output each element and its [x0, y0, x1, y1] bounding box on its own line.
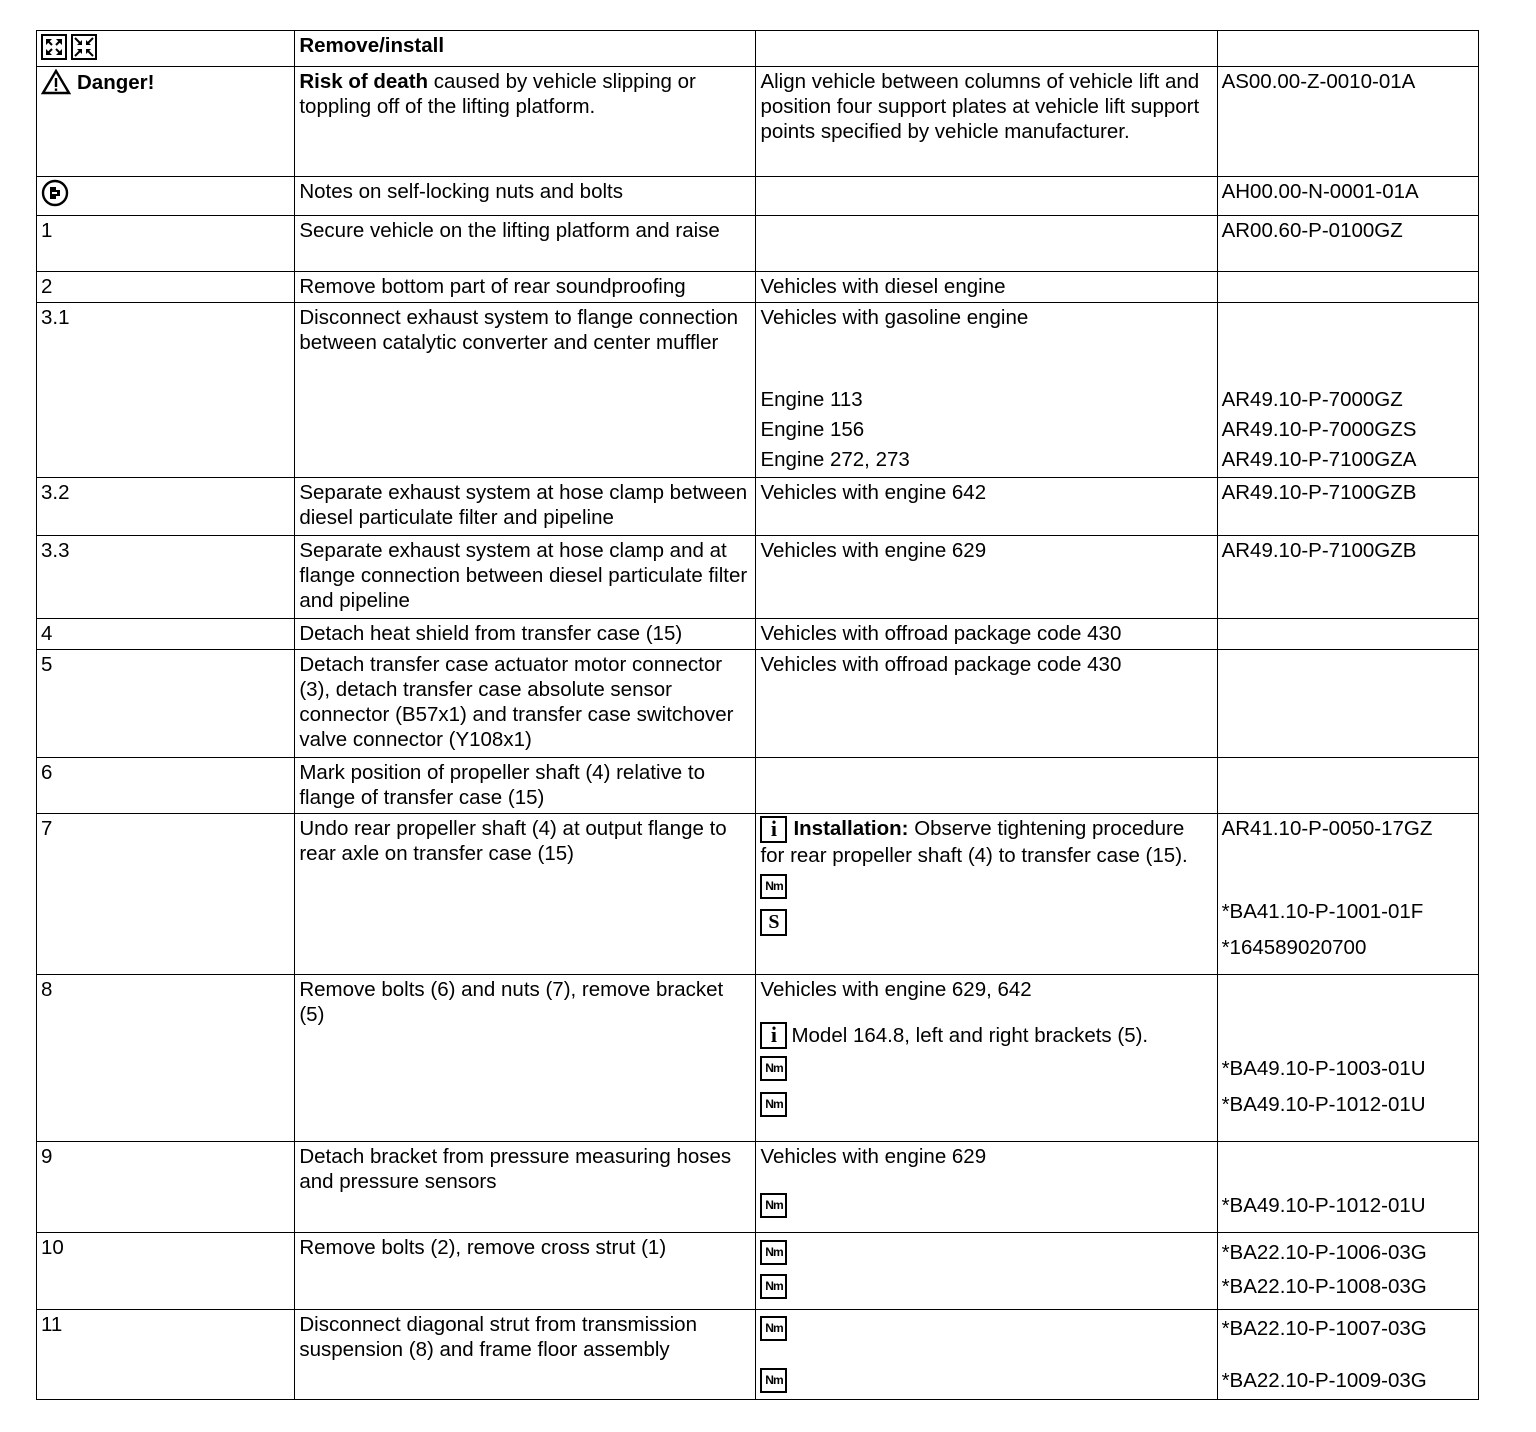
step-note: Vehicles with engine 629, 642 — [760, 978, 1032, 1001]
step-note-cell — [756, 814, 1217, 975]
step-operation: Disconnect diagonal strut from transmission suspension (8) and frame floor assembly — [295, 1310, 756, 1400]
torque-nm-icon: Nm — [760, 1056, 787, 1081]
step-operation: Secure vehicle on the lifting platform and raise — [295, 216, 756, 272]
step-number: 1 — [37, 216, 295, 272]
header-icons-cell — [37, 31, 295, 67]
step-row-3-1 — [37, 303, 1479, 478]
engine-label: Engine 156 — [760, 418, 865, 441]
step-ref[interactable]: AR00.60-P-0100GZ — [1217, 216, 1478, 272]
step-ref — [1217, 758, 1478, 814]
engine-ref[interactable]: AR49.10-P-7000GZS — [1221, 418, 1417, 441]
step-note — [756, 758, 1217, 814]
step-row-5 — [37, 650, 1479, 758]
torque-nm-icon: Nm — [760, 874, 787, 899]
torque-nm-icon: Nm — [760, 1368, 787, 1393]
danger-text-cell — [295, 67, 756, 177]
step-number: 9 — [37, 1142, 295, 1233]
step-note: Vehicles with gasoline engine — [760, 306, 1029, 329]
step-number: 3.2 — [37, 478, 295, 536]
step-operation: Detach bracket from pressure measuring hoses and pressure sensors — [295, 1142, 756, 1233]
step-note-cell — [756, 303, 1217, 478]
step-number: 6 — [37, 758, 295, 814]
step-row-9 — [37, 1142, 1479, 1233]
torque-ref[interactable]: *BA22.10-P-1006-03G — [1221, 1240, 1427, 1264]
notes-ref[interactable]: AH00.00-N-0001-01A — [1217, 177, 1478, 216]
torque-nm-icon: Nm — [760, 1193, 787, 1218]
warning-triangle-icon — [41, 69, 71, 95]
danger-note: Align vehicle between columns of vehicle lift and position four support plates at vehicle lift support points specified by vehicle manufacturer. — [756, 67, 1217, 177]
step-row-6 — [37, 758, 1479, 814]
model-info — [760, 1020, 1211, 1050]
step-operation: Remove bottom part of rear soundproofing — [295, 272, 756, 303]
torque-ref[interactable]: *BA22.10-P-1008-03G — [1221, 1274, 1427, 1298]
engine-ref[interactable]: AR49.10-P-7100GZA — [1221, 448, 1417, 471]
torque-nm-icon: Nm — [760, 1092, 787, 1117]
procedure-table — [36, 30, 1479, 1400]
danger-text: caused by vehicle slipping or toppling off of the lifting platform. — [299, 70, 696, 118]
torque-ref[interactable]: *BA41.10-P-1001-01F — [1221, 899, 1424, 923]
step-ref — [1217, 650, 1478, 758]
tool-row — [760, 904, 1211, 940]
step-note — [756, 216, 1217, 272]
step-number: 3.3 — [37, 536, 295, 619]
step-number: 7 — [37, 814, 295, 975]
special-tool-icon: S — [760, 909, 787, 936]
info-icon: i — [760, 816, 787, 843]
step-operation: Disconnect exhaust system to flange connection between catalytic converter and center muffler — [295, 303, 756, 478]
step-ref-cell — [1217, 814, 1478, 975]
step-row-1 — [37, 216, 1479, 272]
step-number: 3.1 — [37, 303, 295, 478]
step-ref-cell — [1217, 975, 1478, 1142]
torque-nm-icon: Nm — [760, 1316, 787, 1341]
header-row — [37, 31, 1479, 67]
step-ref — [1217, 272, 1478, 303]
info-text: Model 164.8, left and right brackets (5). — [791, 1023, 1149, 1047]
step-number: 4 — [37, 619, 295, 650]
torque-ref[interactable]: *BA49.10-P-1012-01U — [1221, 1092, 1426, 1116]
step-number: 10 — [37, 1233, 295, 1310]
step-note-cell — [756, 1233, 1217, 1310]
step-note: Vehicles with offroad package code 430 — [756, 619, 1217, 650]
notes-text: Notes on self-locking nuts and bolts — [295, 177, 756, 216]
torque-nm-icon: Nm — [760, 1240, 787, 1265]
danger-row — [37, 67, 1479, 177]
step-ref-cell — [1217, 303, 1478, 478]
step-operation: Mark position of propeller shaft (4) relative to flange of transfer case (15) — [295, 758, 756, 814]
step-operation: Separate exhaust system at hose clamp between diesel particulate filter and pipeline — [295, 478, 756, 536]
step-row-2 — [37, 272, 1479, 303]
step-note: Vehicles with engine 642 — [756, 478, 1217, 536]
tool-ref[interactable]: *164589020700 — [1221, 935, 1367, 959]
torque-ref[interactable]: *BA22.10-P-1009-03G — [1221, 1368, 1427, 1392]
step-row-10 — [37, 1233, 1479, 1310]
danger-label: Danger! — [77, 70, 155, 94]
step-operation: Separate exhaust system at hose clamp and at flange connection between diesel particulate filter and pipeline — [295, 536, 756, 619]
step-note-cell — [756, 1142, 1217, 1233]
notes-empty — [756, 177, 1217, 216]
header-empty-ref — [1217, 31, 1478, 67]
step-number: 5 — [37, 650, 295, 758]
danger-label-cell — [37, 67, 295, 177]
info-text: Observe tightening procedure for rear propeller shaft (4) to transfer case (15). — [760, 817, 1188, 868]
header-label: Remove/install — [295, 31, 756, 67]
torque-ref[interactable]: *BA49.10-P-1012-01U — [1221, 1193, 1426, 1217]
notes-row — [37, 177, 1479, 216]
step-note-cell — [756, 1310, 1217, 1400]
step-number: 11 — [37, 1310, 295, 1400]
step-row-11 — [37, 1310, 1479, 1400]
installation-info — [760, 816, 1211, 868]
step-number: 8 — [37, 975, 295, 1142]
step-note: Vehicles with engine 629 — [760, 1145, 987, 1168]
nut-bolt-notes-icon — [41, 179, 69, 207]
torque-row — [760, 868, 1211, 904]
step-ref[interactable]: AR49.10-P-7100GZB — [1217, 478, 1478, 536]
step-note: Vehicles with offroad package code 430 — [756, 650, 1217, 758]
step-note-cell — [756, 975, 1217, 1142]
engine-label: Engine 113 — [760, 388, 863, 411]
step-ref-cell — [1217, 1142, 1478, 1233]
engine-label: Engine 272, 273 — [760, 448, 910, 471]
torque-ref[interactable]: *BA22.10-P-1007-03G — [1221, 1316, 1427, 1340]
info-icon: i — [760, 1022, 787, 1049]
step-ref — [1217, 619, 1478, 650]
step-ref-cell — [1217, 1233, 1478, 1310]
step-ref[interactable]: AR41.10-P-0050-17GZ — [1221, 817, 1433, 840]
step-row-7 — [37, 814, 1479, 975]
danger-title: Risk of death — [299, 70, 429, 93]
step-row-3-3 — [37, 536, 1479, 619]
torque-ref[interactable]: *BA49.10-P-1003-01U — [1221, 1056, 1426, 1080]
step-operation: Undo rear propeller shaft (4) at output flange to rear axle on transfer case (15) — [295, 814, 756, 975]
danger-ref[interactable]: AS00.00-Z-0010-01A — [1217, 67, 1478, 177]
notes-icon-cell — [37, 177, 295, 216]
torque-nm-icon: Nm — [760, 1274, 787, 1299]
step-row-8 — [37, 975, 1479, 1142]
step-row-4 — [37, 619, 1479, 650]
info-label: Installation: — [793, 817, 909, 840]
step-number: 2 — [37, 272, 295, 303]
engine-ref[interactable]: AR49.10-P-7000GZ — [1221, 388, 1403, 411]
step-ref-cell — [1217, 1310, 1478, 1400]
header-empty-note — [756, 31, 1217, 67]
step-operation: Remove bolts (6) and nuts (7), remove bracket (5) — [295, 975, 756, 1142]
step-row-3-2 — [37, 478, 1479, 536]
step-note: Vehicles with engine 629 — [756, 536, 1217, 619]
step-operation: Remove bolts (2), remove cross strut (1) — [295, 1233, 756, 1310]
step-note: Vehicles with diesel engine — [756, 272, 1217, 303]
step-operation: Detach transfer case actuator motor connector (3), detach transfer case absolute sensor connector (B57x1) and transfer case switchover valve connector (Y108x1) — [295, 650, 756, 758]
step-ref[interactable]: AR49.10-P-7100GZB — [1217, 536, 1478, 619]
step-operation: Detach heat shield from transfer case (15) — [295, 619, 756, 650]
arrows-out-icon — [41, 34, 67, 60]
arrows-in-icon — [71, 34, 97, 60]
